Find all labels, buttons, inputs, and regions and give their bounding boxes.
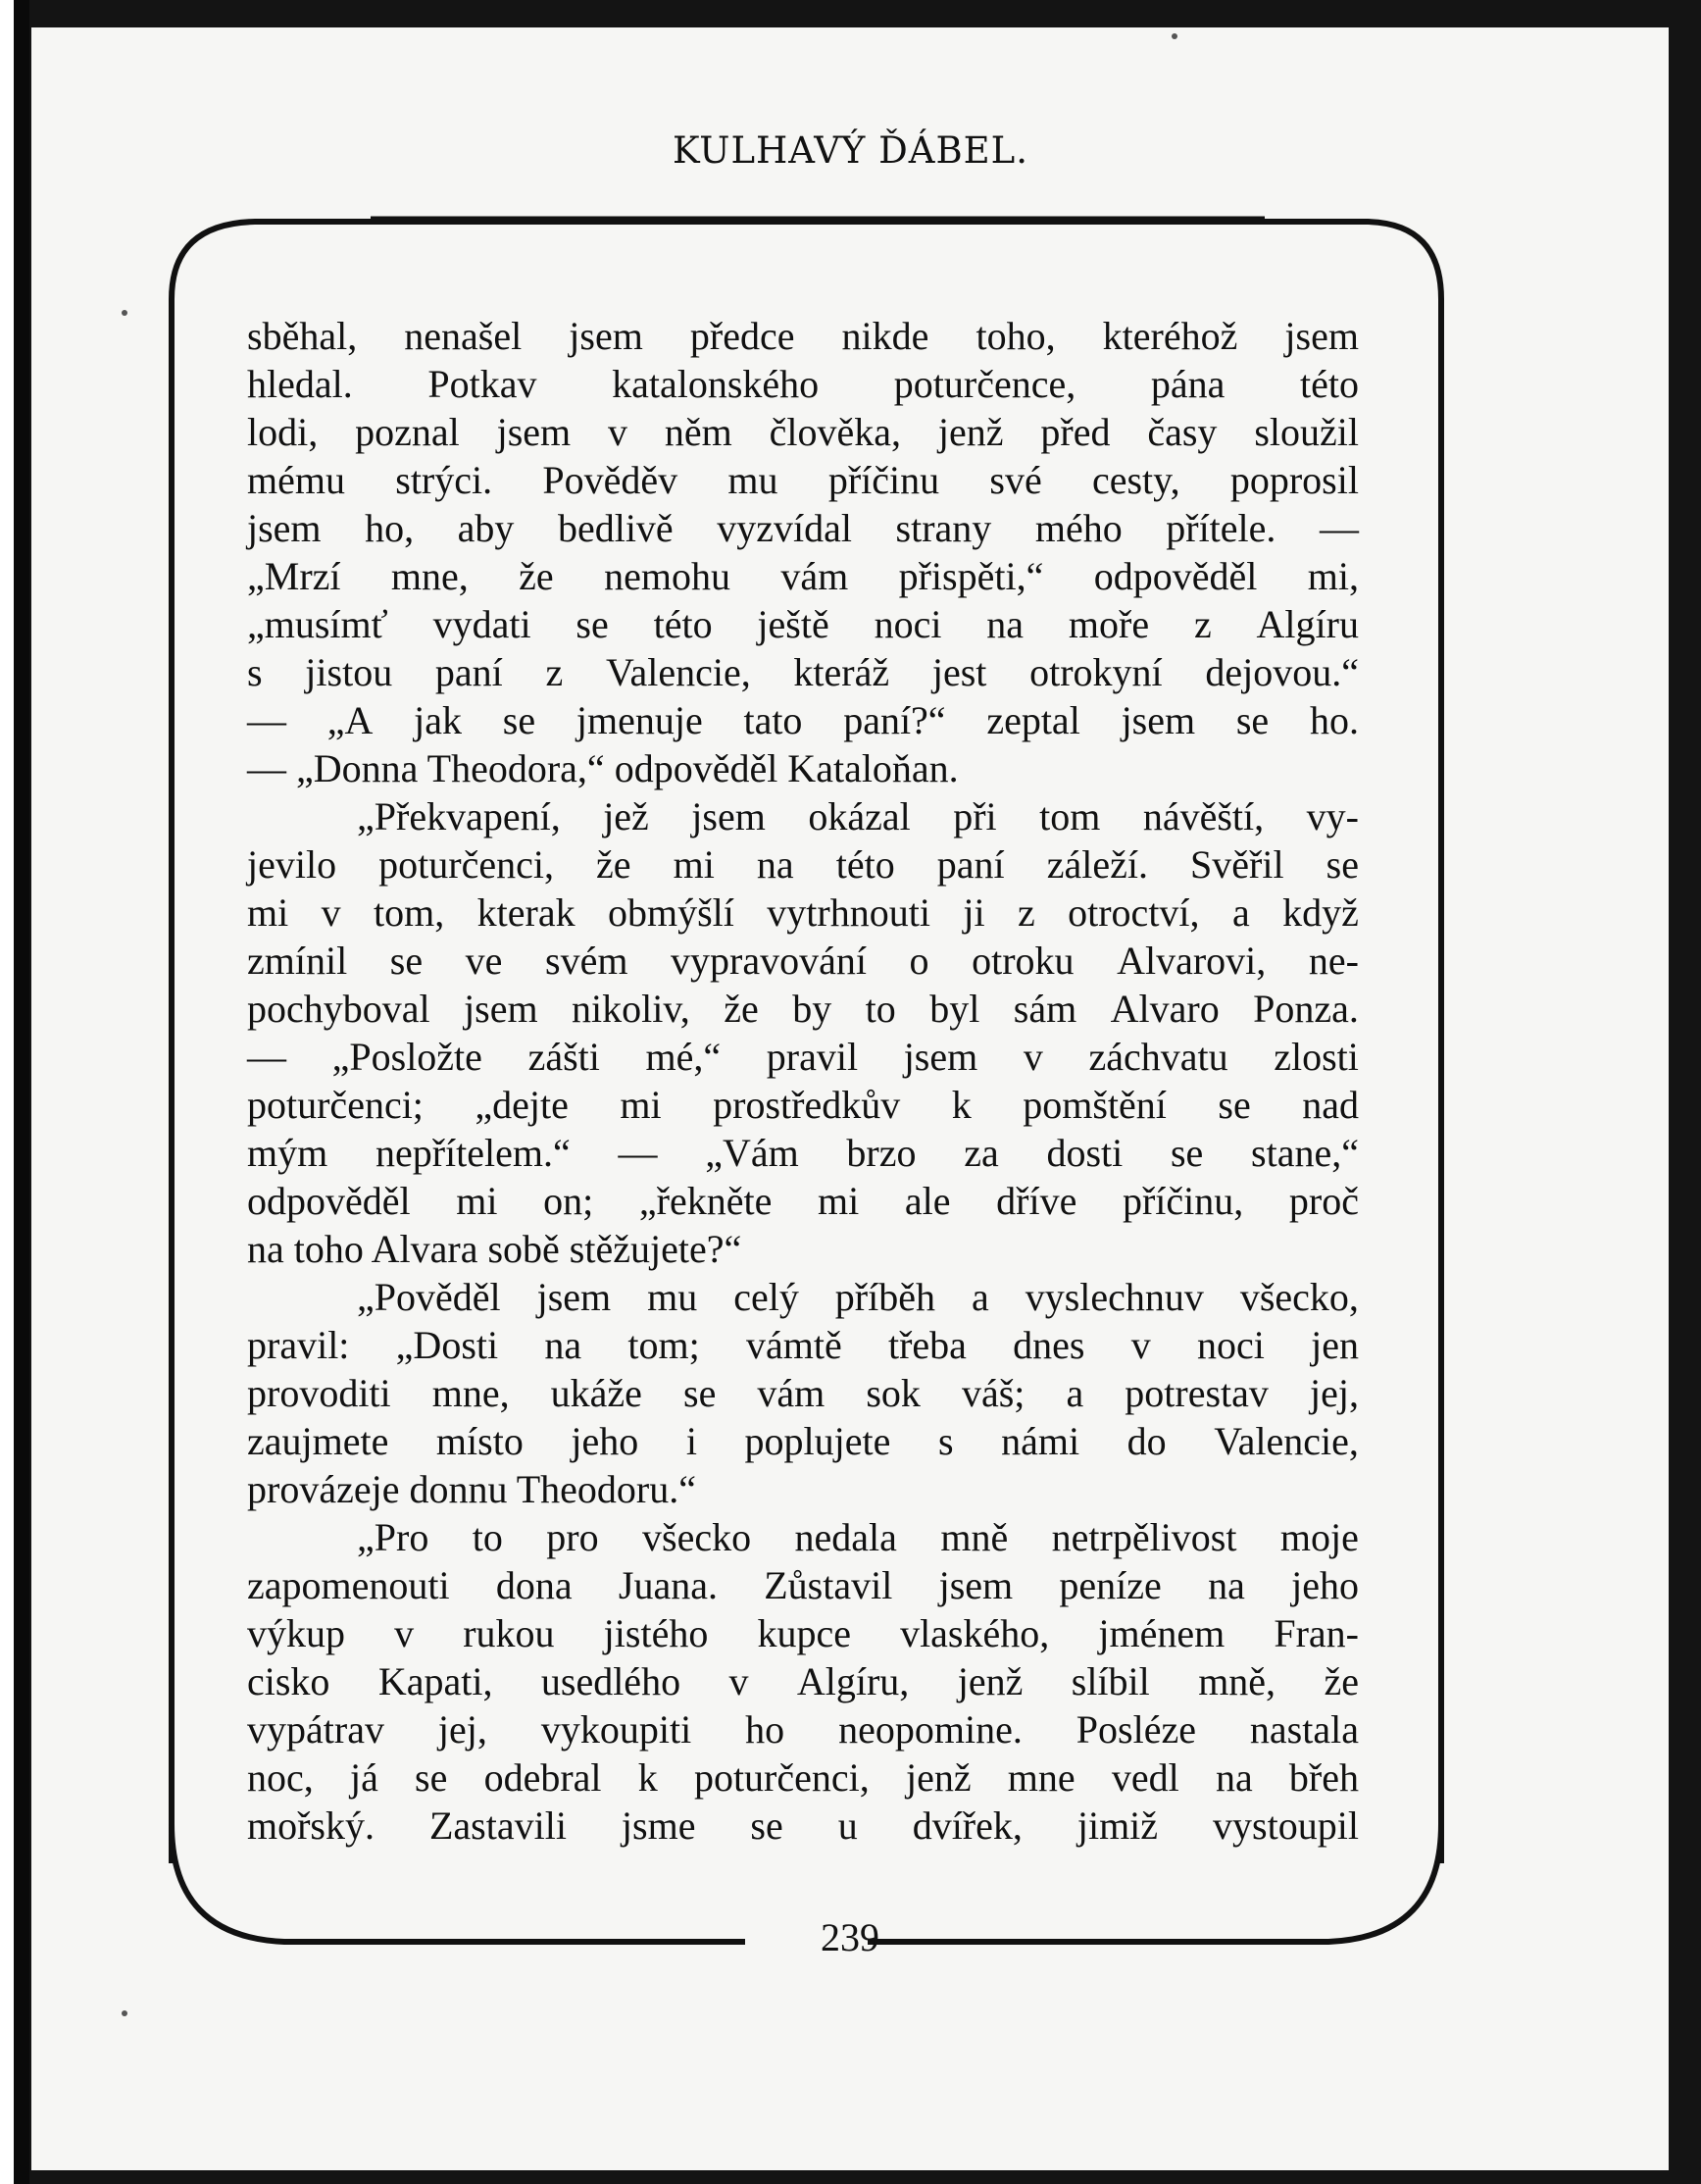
word: Pověděv — [542, 458, 678, 502]
word: cisko — [247, 1659, 330, 1703]
word: mu — [727, 458, 778, 502]
word: odpověděl — [1093, 554, 1258, 598]
word: jsem — [1284, 314, 1359, 358]
word: že — [724, 987, 759, 1031]
word: to — [472, 1515, 503, 1559]
word: váš; — [961, 1371, 1026, 1415]
word: kterak — [476, 890, 575, 935]
text-line — [247, 1081, 1359, 1129]
word: že — [596, 842, 631, 887]
word: při — [953, 794, 997, 838]
text-line-content: provázeje donnu Theodoru.“ — [247, 1467, 696, 1511]
text-line — [247, 1321, 1359, 1369]
word: vám — [780, 554, 849, 598]
word: mi — [456, 1179, 498, 1223]
word: nikde — [841, 314, 929, 358]
word: prostředkův — [713, 1083, 901, 1127]
text-line — [247, 1417, 1359, 1465]
word: tom, — [374, 890, 445, 935]
word: jsem — [536, 1275, 612, 1319]
word: ho. — [1309, 698, 1359, 742]
word: jsem — [464, 987, 538, 1031]
word: na — [1208, 1563, 1245, 1607]
word: noci — [874, 602, 942, 646]
word: cesty, — [1091, 458, 1180, 502]
word: k — [951, 1083, 972, 1127]
word: vlaského, — [900, 1611, 1050, 1655]
word: výkup — [247, 1611, 345, 1655]
word: poturčenci, — [378, 842, 554, 887]
word: vedl — [1111, 1755, 1179, 1800]
word: bedlivě — [557, 506, 674, 550]
word: v — [608, 410, 628, 454]
word: ji — [963, 890, 985, 935]
text-line — [247, 889, 1359, 937]
word: mému — [247, 458, 345, 502]
word: do — [1126, 1419, 1167, 1463]
word: svém — [545, 939, 628, 983]
word: něm — [664, 410, 732, 454]
text-line — [247, 840, 1359, 889]
word: nepřítelem.“ — [375, 1131, 571, 1175]
word: s — [937, 1419, 954, 1463]
word: „řekněte — [638, 1179, 773, 1223]
word: o — [909, 939, 929, 983]
word: dejovou.“ — [1205, 650, 1359, 694]
word: vytrhnouti — [767, 890, 930, 935]
word: dosti — [1046, 1131, 1124, 1175]
word: ještě — [757, 602, 829, 646]
word: usedlého — [540, 1659, 681, 1703]
word: jak — [414, 698, 463, 742]
text-line — [247, 408, 1359, 456]
text-line — [247, 1465, 1359, 1513]
word: se — [389, 939, 424, 983]
word: paní — [434, 650, 503, 694]
word: Posléze — [1076, 1707, 1196, 1752]
scan-speck — [1172, 33, 1177, 39]
word: když — [1282, 890, 1359, 935]
word: kteráž — [793, 650, 890, 694]
word: noci — [1196, 1323, 1265, 1367]
word: „dejte — [475, 1083, 569, 1127]
word: moje — [1279, 1515, 1359, 1559]
word: mne, — [390, 554, 469, 598]
word: on; — [543, 1179, 594, 1223]
running-head: KULHAVÝ ĎÁBEL. — [672, 129, 1029, 172]
word: toho, — [976, 314, 1056, 358]
word: v — [394, 1611, 415, 1655]
word: mně — [940, 1515, 1009, 1559]
word: otroku — [972, 939, 1075, 983]
word: jenž — [937, 410, 1004, 454]
word: mé,“ — [645, 1035, 722, 1079]
word: se — [1326, 842, 1359, 887]
page-number: 239 — [821, 1915, 879, 1959]
word: stane,“ — [1251, 1131, 1359, 1175]
word: Juana. — [618, 1563, 718, 1607]
word: záleží. — [1046, 842, 1148, 887]
word: rukou — [463, 1611, 555, 1655]
word: nenašel — [404, 314, 523, 358]
word: — — [1319, 506, 1359, 550]
text-line-content: — „Donna Theodora,“ odpověděl Kataloňan. — [247, 746, 959, 790]
word: vypravování — [671, 939, 867, 983]
word: paní — [936, 842, 1005, 887]
word: sběhal, — [247, 314, 358, 358]
word: v — [1130, 1323, 1151, 1367]
word: dříve — [996, 1179, 1077, 1223]
word: zaujmete — [247, 1419, 389, 1463]
word: dona — [495, 1563, 573, 1607]
word: Zůstavil — [764, 1563, 893, 1607]
text-line — [247, 1369, 1359, 1417]
word: sám — [1013, 987, 1077, 1031]
word: se — [683, 1371, 717, 1415]
word: „A — [326, 698, 374, 742]
text-line — [247, 985, 1359, 1033]
word: v — [728, 1659, 749, 1703]
word: byl — [929, 987, 980, 1031]
word: Valencie, — [606, 650, 751, 694]
text-line — [247, 1513, 1359, 1561]
word: pravil: — [247, 1323, 350, 1367]
word: v — [1023, 1035, 1043, 1079]
word: mi — [818, 1179, 860, 1223]
scan-speck — [122, 310, 127, 316]
word: že — [519, 554, 554, 598]
word: odebral — [483, 1755, 602, 1800]
word: vyzvídal — [717, 506, 852, 550]
word: „Dosti — [395, 1323, 499, 1367]
word: „Posložte — [331, 1035, 482, 1079]
word: brzo — [846, 1131, 917, 1175]
word: ale — [904, 1179, 951, 1223]
word: jménem — [1098, 1611, 1226, 1655]
word: sloužil — [1254, 410, 1359, 454]
word: z — [1193, 602, 1212, 646]
text-line — [247, 1129, 1359, 1177]
word: na — [986, 602, 1025, 646]
word: své — [989, 458, 1042, 502]
word: na — [544, 1323, 582, 1367]
word: netrpělivost — [1051, 1515, 1237, 1559]
word: jsem — [1121, 698, 1196, 742]
word: dvířek, — [912, 1803, 1023, 1848]
word: strýci. — [395, 458, 493, 502]
text-line — [247, 1225, 1359, 1273]
word: jsem — [903, 1035, 978, 1079]
word: jistou — [305, 650, 393, 694]
word: a — [1066, 1371, 1084, 1415]
word: na — [756, 842, 794, 887]
word: mne — [1007, 1755, 1076, 1800]
word: pro — [546, 1515, 599, 1559]
word: že — [1324, 1659, 1359, 1703]
text-line — [247, 1657, 1359, 1705]
text-line — [247, 648, 1359, 696]
word: jimiž — [1076, 1803, 1159, 1848]
word: Algíru, — [796, 1659, 910, 1703]
word: jsme — [621, 1803, 696, 1848]
word: jej, — [1309, 1371, 1359, 1415]
word: břeh — [1288, 1755, 1359, 1800]
word: ne- — [1308, 939, 1359, 983]
word: nastala — [1249, 1707, 1359, 1752]
word: dnes — [1013, 1323, 1085, 1367]
word: mého — [1034, 506, 1123, 550]
word: všecko — [642, 1515, 752, 1559]
word: se — [502, 698, 536, 742]
word: všecko, — [1239, 1275, 1359, 1319]
word: Valencie, — [1214, 1419, 1359, 1463]
text-line — [247, 456, 1359, 504]
word: obmýšlí — [607, 890, 734, 935]
word: jenž — [957, 1659, 1024, 1703]
word: v — [321, 890, 341, 935]
word: celý — [733, 1275, 799, 1319]
word: tom; — [627, 1323, 700, 1367]
word: mi — [673, 842, 715, 887]
word: ve — [465, 939, 503, 983]
scan-speck — [122, 2010, 127, 2016]
word: vámtě — [745, 1323, 842, 1367]
word: přítele. — [1166, 506, 1276, 550]
word: zlosti — [1274, 1035, 1359, 1079]
word: s — [247, 650, 263, 694]
word: jež — [603, 794, 649, 838]
word: místo — [435, 1419, 524, 1463]
word: — — [247, 698, 286, 742]
word: „Pověděl — [357, 1275, 501, 1319]
word: noc, — [247, 1755, 314, 1800]
word: jeho — [571, 1419, 639, 1463]
word: Svěřil — [1190, 842, 1284, 887]
word: moře — [1068, 602, 1150, 646]
word: jen — [1311, 1323, 1359, 1367]
text-line — [247, 1033, 1359, 1081]
word: jest — [931, 650, 987, 694]
word: peníze — [1059, 1563, 1162, 1607]
word: poturčenci, — [693, 1755, 870, 1800]
word: a — [971, 1275, 989, 1319]
word: nikoliv, — [572, 987, 690, 1031]
word: nedala — [794, 1515, 897, 1559]
word: vyslechnuv — [1025, 1275, 1204, 1319]
word: mým — [247, 1131, 328, 1175]
word: mořský. — [247, 1803, 375, 1848]
word: proč — [1288, 1179, 1359, 1223]
text-line — [247, 937, 1359, 985]
word: jevilo — [247, 842, 337, 887]
word: provoditi — [247, 1371, 391, 1415]
word: pravil — [766, 1035, 859, 1079]
word: katalonského — [612, 362, 820, 406]
word: odpověděl — [247, 1179, 411, 1223]
word: se — [415, 1755, 448, 1800]
word: i — [685, 1419, 697, 1463]
word: Fran- — [1274, 1611, 1359, 1655]
word: otrokyní — [1029, 650, 1163, 694]
word: jistého — [603, 1611, 709, 1655]
word: přispěti,“ — [898, 554, 1044, 598]
word: se — [750, 1803, 783, 1848]
word: jsem — [938, 1563, 1014, 1607]
word: jeho — [1291, 1563, 1359, 1607]
word: mně, — [1198, 1659, 1276, 1703]
word: z — [545, 650, 564, 694]
word: mi — [247, 890, 289, 935]
word: záchvatu — [1088, 1035, 1228, 1079]
word: — — [247, 1035, 286, 1079]
word: vám — [757, 1371, 825, 1415]
word: poznal — [355, 410, 460, 454]
word: časy — [1147, 410, 1218, 454]
word: Alvarovi, — [1117, 939, 1267, 983]
text-line — [247, 1705, 1359, 1753]
word: jej, — [437, 1707, 487, 1752]
word: aby — [457, 506, 515, 550]
text-line — [247, 696, 1359, 744]
text-line — [247, 744, 1359, 792]
word: potrestav — [1125, 1371, 1269, 1415]
word: „Překvapení, — [357, 794, 561, 838]
word: u — [837, 1803, 858, 1848]
word: lodi, — [247, 410, 319, 454]
word: okázal — [808, 794, 911, 838]
text-line — [247, 792, 1359, 840]
word: se — [1235, 698, 1270, 742]
word: zmínil — [247, 939, 348, 983]
text-line-content: na toho Alvara sobě stěžujete?“ — [247, 1227, 742, 1271]
word: strany — [895, 506, 992, 550]
word: „Vám — [705, 1131, 799, 1175]
text-line — [247, 1609, 1359, 1657]
word: a — [1231, 890, 1250, 935]
word: se — [575, 602, 609, 646]
word: Ponza. — [1253, 987, 1359, 1031]
word: Alvaro — [1110, 987, 1220, 1031]
word: „Pro — [357, 1515, 429, 1559]
word: této — [1300, 362, 1359, 406]
word: jsem — [691, 794, 766, 838]
word: vypátrav — [247, 1707, 384, 1752]
word: vykoupiti — [540, 1707, 692, 1752]
word: jsem — [247, 506, 322, 550]
word: jsem — [496, 410, 572, 454]
word: člověka, — [769, 410, 902, 454]
word: třeba — [887, 1323, 967, 1367]
text-line — [247, 312, 1359, 360]
word: kupce — [757, 1611, 851, 1655]
text-line — [247, 1753, 1359, 1802]
word: pochyboval — [247, 987, 430, 1031]
word: to — [865, 987, 896, 1031]
word: slíbil — [1071, 1659, 1150, 1703]
text-line — [247, 1802, 1359, 1850]
word: mi, — [1307, 554, 1359, 598]
word: poplujete — [744, 1419, 891, 1463]
word: paní?“ — [843, 698, 946, 742]
word: nemohu — [604, 554, 730, 598]
word: neopomine. — [838, 1707, 1023, 1752]
word: příčinu, — [1122, 1179, 1244, 1223]
word: Algíru — [1256, 602, 1359, 646]
text-line — [247, 360, 1359, 408]
word: zeptal — [986, 698, 1080, 742]
word: pomštění — [1023, 1083, 1167, 1127]
word: vy- — [1306, 794, 1359, 838]
word: na — [1215, 1755, 1253, 1800]
text-line — [247, 1273, 1359, 1321]
text-line — [247, 504, 1359, 552]
word: ukáže — [550, 1371, 642, 1415]
word: vystoupil — [1213, 1803, 1359, 1848]
word: příčinu — [827, 458, 940, 502]
word: námi — [1001, 1419, 1080, 1463]
word: z — [1017, 890, 1035, 935]
word: já — [349, 1755, 378, 1800]
word: mne, — [431, 1371, 510, 1415]
word: mu — [647, 1275, 698, 1319]
word: předce — [689, 314, 795, 358]
word: této — [835, 842, 895, 887]
word: mi — [620, 1083, 662, 1127]
word: před — [1040, 410, 1111, 454]
word: Zastavili — [428, 1803, 567, 1848]
word: za — [964, 1131, 999, 1175]
word: hledal. — [247, 362, 353, 406]
word: nad — [1302, 1083, 1359, 1127]
word: návěští, — [1142, 794, 1265, 838]
word: zášti — [527, 1035, 600, 1079]
word: jenž — [905, 1755, 972, 1800]
word: tato — [743, 698, 803, 742]
word: příběh — [834, 1275, 935, 1319]
text-line — [247, 1561, 1359, 1609]
word: „Mrzí — [247, 554, 341, 598]
body-text — [247, 312, 1359, 1850]
word: — — [618, 1131, 658, 1175]
word: k — [637, 1755, 658, 1800]
word: tom — [1039, 794, 1101, 838]
word: poprosil — [1229, 458, 1359, 502]
word: Potkav — [427, 362, 537, 406]
word: kteréhož — [1102, 314, 1238, 358]
word: vydati — [432, 602, 531, 646]
word: jmenuje — [575, 698, 703, 742]
word: se — [1218, 1083, 1251, 1127]
word: jsem — [569, 314, 643, 358]
word: se — [1170, 1131, 1204, 1175]
word: zapomenouti — [247, 1563, 450, 1607]
word: ho — [745, 1707, 785, 1752]
word: by — [792, 987, 832, 1031]
word: Kapati, — [377, 1659, 493, 1703]
word: otroctví, — [1068, 890, 1200, 935]
word: pána — [1150, 362, 1226, 406]
word: poturčence, — [893, 362, 1076, 406]
word: této — [653, 602, 713, 646]
word: poturčenci; — [247, 1083, 424, 1127]
text-line — [247, 600, 1359, 648]
text-line — [247, 552, 1359, 600]
text-line — [247, 1177, 1359, 1225]
word: ho, — [365, 506, 415, 550]
word: „musímť — [247, 602, 388, 646]
word: sok — [866, 1371, 921, 1415]
